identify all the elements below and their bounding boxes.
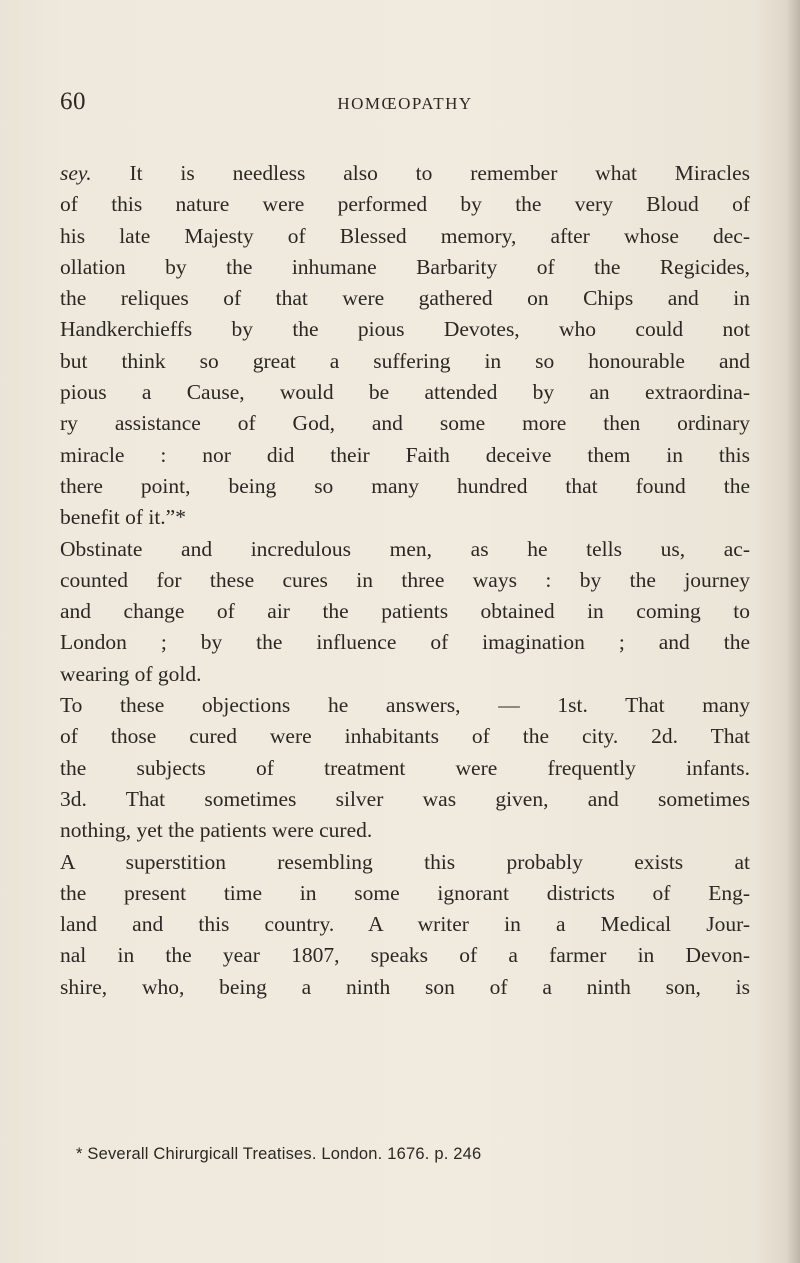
- footnote: * Severall Chirurgicall Treatises. London. 1676. p. 246: [76, 1145, 482, 1163]
- italic-fragment: sey.: [60, 161, 92, 185]
- page-number: 60: [60, 88, 86, 115]
- text-line: and change of air the patients obtained in coming to: [60, 599, 750, 624]
- text-line: the present time in some ignorant districts of Eng-: [60, 880, 750, 905]
- text-line: To these objections he answers, — 1st. That many: [60, 693, 750, 718]
- text-line: counted for these cures in three ways : by the journey: [60, 567, 750, 592]
- text-line: shire, who, being a ninth son of a ninth son, is: [60, 974, 750, 999]
- page-header: [60, 88, 750, 128]
- text-line: of those cured were inhabitants of the city. 2d. That: [60, 724, 750, 749]
- text-line: A superstition resembling this probably exists at: [60, 849, 750, 874]
- text-line: land and this country. A writer in a Medical Jour-: [60, 912, 750, 937]
- text-line: miracle : nor did their Faith deceive them in this: [60, 442, 750, 467]
- text-line: ry assistance of God, and some more then ordinary: [60, 411, 750, 436]
- body-text: [60, 158, 750, 1003]
- running-head: HOMŒOPATHY: [337, 94, 473, 113]
- page-edge-shadow: [786, 0, 800, 1263]
- text-line: Handkerchieffs by the pious Devotes, who could not: [60, 317, 750, 342]
- text-line: the subjects of treatment were frequently infants.: [60, 755, 750, 780]
- text-line: but think so great a suffering in so honourable and: [60, 348, 750, 373]
- text-line: of this nature were performed by the very Bloud of: [60, 192, 750, 217]
- text-line: the reliques of that were gathered on Chips and in: [60, 286, 750, 311]
- text-line: nal in the year 1807, speaks of a farmer in Devon-: [60, 943, 750, 968]
- text-line: benefit of it.”*: [60, 505, 186, 530]
- text-line: sey. It is needless also to remember what Miracles: [60, 161, 750, 185]
- text-line: Obstinate and incredulous men, as he tells us, ac-: [60, 536, 750, 561]
- text-line: wearing of gold.: [60, 661, 202, 686]
- text-line: 3d. That sometimes silver was given, and sometimes: [60, 786, 750, 811]
- text-line: there point, being so many hundred that found the: [60, 473, 750, 498]
- text-line: London ; by the influence of imagination ; and the: [60, 630, 750, 655]
- text-line: his late Majesty of Blessed memory, after whose dec-: [60, 223, 750, 248]
- text-line: nothing, yet the patients were cured.: [60, 818, 373, 843]
- text-line: ollation by the inhumane Barbarity of the Regicides,: [60, 254, 750, 279]
- text-line: pious a Cause, would be attended by an extraordina-: [60, 380, 750, 405]
